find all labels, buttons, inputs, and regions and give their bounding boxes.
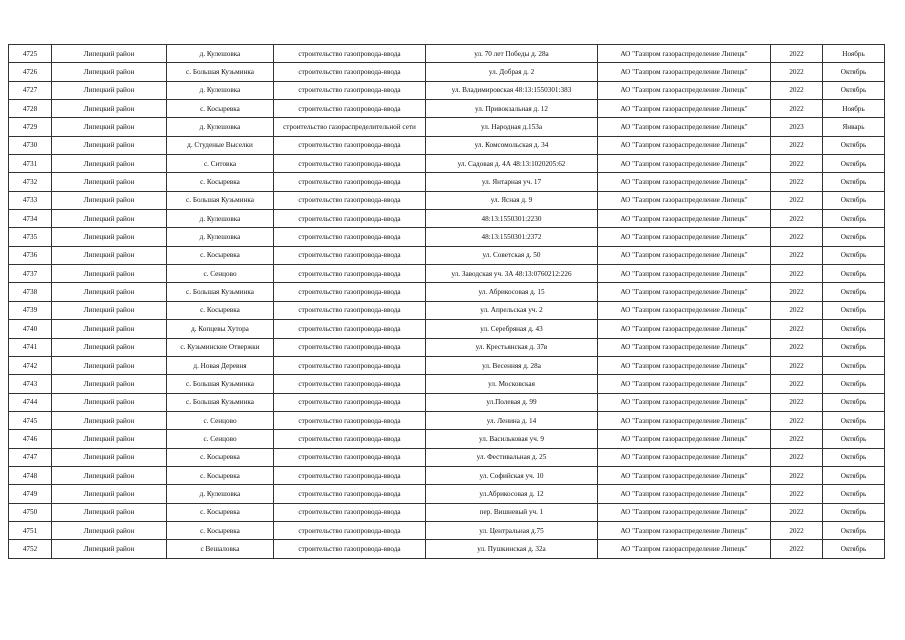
- year-cell: 2022: [771, 63, 823, 81]
- address-cell: ул.Полевая д. 99: [426, 393, 598, 411]
- organization-cell: АО "Газпром газораспределение Липецк": [598, 466, 771, 484]
- year-cell: 2022: [771, 283, 823, 301]
- work-type-cell: строительство газопровода-ввода: [274, 448, 426, 466]
- row-number-cell: 4744: [9, 393, 52, 411]
- row-number-cell: 4727: [9, 81, 52, 99]
- locality-cell: д. Кулешовка: [167, 228, 274, 246]
- work-type-cell: строительство газопровода-ввода: [274, 540, 426, 558]
- year-cell: 2022: [771, 45, 823, 63]
- district-cell: Липецкий район: [52, 210, 167, 228]
- district-cell: Липецкий район: [52, 100, 167, 118]
- month-cell: Октябрь: [823, 301, 885, 319]
- district-cell: Липецкий район: [52, 63, 167, 81]
- organization-cell: АО "Газпром газораспределение Липецк": [598, 45, 771, 63]
- gas-connection-table: [8, 44, 885, 559]
- locality-cell: д. Кулешовка: [167, 45, 274, 63]
- year-cell: 2022: [771, 173, 823, 191]
- address-cell: ул. Абрикосовая д. 15: [426, 283, 598, 301]
- table-row: [9, 136, 885, 154]
- month-cell: Октябрь: [823, 155, 885, 173]
- table-body: [9, 45, 885, 559]
- district-cell: Липецкий район: [52, 45, 167, 63]
- district-cell: Липецкий район: [52, 228, 167, 246]
- row-number-cell: 4736: [9, 246, 52, 264]
- month-cell: Октябрь: [823, 173, 885, 191]
- district-cell: Липецкий район: [52, 430, 167, 448]
- month-cell: Октябрь: [823, 356, 885, 374]
- year-cell: 2022: [771, 411, 823, 429]
- table-row: [9, 356, 885, 374]
- month-cell: Октябрь: [823, 540, 885, 558]
- address-cell: ул. Московская: [426, 375, 598, 393]
- locality-cell: с. Косыревка: [167, 503, 274, 521]
- work-type-cell: строительство газопровода-ввода: [274, 191, 426, 209]
- address-cell: ул. Васильковая уч. 9: [426, 430, 598, 448]
- table-row: [9, 540, 885, 558]
- address-cell: ул. Весенняя д. 28а: [426, 356, 598, 374]
- month-cell: Ноябрь: [823, 45, 885, 63]
- locality-cell: с. Косыревка: [167, 173, 274, 191]
- work-type-cell: строительство газопровода-ввода: [274, 81, 426, 99]
- row-number-cell: 4735: [9, 228, 52, 246]
- address-cell: ул. Серебряная д. 43: [426, 320, 598, 338]
- work-type-cell: строительство газопровода-ввода: [274, 466, 426, 484]
- address-cell: ул. Ясная д. 9: [426, 191, 598, 209]
- year-cell: 2022: [771, 521, 823, 539]
- work-type-cell: строительство газопровода-ввода: [274, 265, 426, 283]
- month-cell: Октябрь: [823, 265, 885, 283]
- organization-cell: АО "Газпром газораспределение Липецк": [598, 210, 771, 228]
- district-cell: Липецкий район: [52, 320, 167, 338]
- year-cell: 2022: [771, 448, 823, 466]
- address-cell: ул. Заводская уч. 3А 48:13:0760212:226: [426, 265, 598, 283]
- district-cell: Липецкий район: [52, 448, 167, 466]
- locality-cell: д. Кулешовка: [167, 485, 274, 503]
- year-cell: 2022: [771, 375, 823, 393]
- work-type-cell: строительство газопровода-ввода: [274, 503, 426, 521]
- locality-cell: с. Сенцово: [167, 411, 274, 429]
- month-cell: Октябрь: [823, 338, 885, 356]
- table-row: [9, 173, 885, 191]
- row-number-cell: 4731: [9, 155, 52, 173]
- year-cell: 2022: [771, 265, 823, 283]
- work-type-cell: строительство газопровода-ввода: [274, 521, 426, 539]
- organization-cell: АО "Газпром газораспределение Липецк": [598, 485, 771, 503]
- month-cell: Октябрь: [823, 448, 885, 466]
- locality-cell: с. Косыревка: [167, 466, 274, 484]
- address-cell: ул. Владимировская 48:13:1550301:383: [426, 81, 598, 99]
- address-cell: ул. Добрая д. 2: [426, 63, 598, 81]
- address-cell: ул. Привокзальная д. 12: [426, 100, 598, 118]
- organization-cell: АО "Газпром газораспределение Липецк": [598, 356, 771, 374]
- work-type-cell: строительство газопровода-ввода: [274, 210, 426, 228]
- month-cell: Октябрь: [823, 375, 885, 393]
- table-row: [9, 448, 885, 466]
- month-cell: Январь: [823, 118, 885, 136]
- address-cell: ул. 70 лет Победы д. 28а: [426, 45, 598, 63]
- row-number-cell: 4730: [9, 136, 52, 154]
- locality-cell: д. Студеные Выселки: [167, 136, 274, 154]
- organization-cell: АО "Газпром газораспределение Липецк": [598, 100, 771, 118]
- row-number-cell: 4745: [9, 411, 52, 429]
- table-row: [9, 338, 885, 356]
- year-cell: 2022: [771, 155, 823, 173]
- year-cell: 2022: [771, 430, 823, 448]
- work-type-cell: строительство газопровода-ввода: [274, 393, 426, 411]
- row-number-cell: 4726: [9, 63, 52, 81]
- table-row: [9, 393, 885, 411]
- month-cell: Октябрь: [823, 466, 885, 484]
- address-cell: ул. Центральная д.75: [426, 521, 598, 539]
- table-row: [9, 155, 885, 173]
- organization-cell: АО "Газпром газораспределение Липецк": [598, 338, 771, 356]
- organization-cell: АО "Газпром газораспределение Липецк": [598, 191, 771, 209]
- row-number-cell: 4732: [9, 173, 52, 191]
- work-type-cell: строительство газопровода-ввода: [274, 45, 426, 63]
- table-row: [9, 283, 885, 301]
- table-row: [9, 485, 885, 503]
- district-cell: Липецкий район: [52, 265, 167, 283]
- work-type-cell: строительство газопровода-ввода: [274, 301, 426, 319]
- month-cell: Октябрь: [823, 210, 885, 228]
- address-cell: 48:13:1550301:2230: [426, 210, 598, 228]
- district-cell: Липецкий район: [52, 173, 167, 191]
- row-number-cell: 4740: [9, 320, 52, 338]
- district-cell: Липецкий район: [52, 301, 167, 319]
- table-row: [9, 246, 885, 264]
- locality-cell: с. Ситовка: [167, 155, 274, 173]
- table-row: [9, 81, 885, 99]
- organization-cell: АО "Газпром газораспределение Липецк": [598, 320, 771, 338]
- row-number-cell: 4739: [9, 301, 52, 319]
- organization-cell: АО "Газпром газораспределение Липецк": [598, 430, 771, 448]
- work-type-cell: строительство газопровода-ввода: [274, 375, 426, 393]
- work-type-cell: строительство газопровода-ввода: [274, 228, 426, 246]
- work-type-cell: строительство газораспределительной сети: [274, 118, 426, 136]
- district-cell: Липецкий район: [52, 503, 167, 521]
- address-cell: 48:13:1550301:2372: [426, 228, 598, 246]
- year-cell: 2022: [771, 246, 823, 264]
- row-number-cell: 4751: [9, 521, 52, 539]
- locality-cell: с. Косыревка: [167, 448, 274, 466]
- work-type-cell: строительство газопровода-ввода: [274, 338, 426, 356]
- district-cell: Липецкий район: [52, 540, 167, 558]
- row-number-cell: 4749: [9, 485, 52, 503]
- month-cell: Октябрь: [823, 283, 885, 301]
- district-cell: Липецкий район: [52, 155, 167, 173]
- month-cell: Октябрь: [823, 81, 885, 99]
- row-number-cell: 4734: [9, 210, 52, 228]
- work-type-cell: строительство газопровода-ввода: [274, 155, 426, 173]
- locality-cell: д. Кулешовка: [167, 81, 274, 99]
- document-page: [8, 44, 884, 559]
- organization-cell: АО "Газпром газораспределение Липецк": [598, 173, 771, 191]
- work-type-cell: строительство газопровода-ввода: [274, 430, 426, 448]
- organization-cell: АО "Газпром газораспределение Липецк": [598, 118, 771, 136]
- year-cell: 2022: [771, 191, 823, 209]
- organization-cell: АО "Газпром газораспределение Липецк": [598, 375, 771, 393]
- district-cell: Липецкий район: [52, 411, 167, 429]
- table-row: [9, 100, 885, 118]
- locality-cell: д. Копцевы Хутора: [167, 320, 274, 338]
- organization-cell: АО "Газпром газораспределение Липецк": [598, 411, 771, 429]
- district-cell: Липецкий район: [52, 356, 167, 374]
- locality-cell: с. Косыревка: [167, 301, 274, 319]
- year-cell: 2023: [771, 118, 823, 136]
- table-row: [9, 466, 885, 484]
- month-cell: Октябрь: [823, 485, 885, 503]
- organization-cell: АО "Газпром газораспределение Липецк": [598, 228, 771, 246]
- row-number-cell: 4733: [9, 191, 52, 209]
- address-cell: ул. Апрельская уч. 2: [426, 301, 598, 319]
- locality-cell: с. Косыревка: [167, 100, 274, 118]
- district-cell: Липецкий район: [52, 393, 167, 411]
- month-cell: Октябрь: [823, 63, 885, 81]
- month-cell: Ноябрь: [823, 100, 885, 118]
- address-cell: ул.Абрикосовая д. 12: [426, 485, 598, 503]
- row-number-cell: 4746: [9, 430, 52, 448]
- year-cell: 2022: [771, 466, 823, 484]
- row-number-cell: 4752: [9, 540, 52, 558]
- year-cell: 2022: [771, 485, 823, 503]
- organization-cell: АО "Газпром газораспределение Липецк": [598, 81, 771, 99]
- month-cell: Октябрь: [823, 393, 885, 411]
- year-cell: 2022: [771, 228, 823, 246]
- table-row: [9, 228, 885, 246]
- row-number-cell: 4748: [9, 466, 52, 484]
- year-cell: 2022: [771, 540, 823, 558]
- district-cell: Липецкий район: [52, 466, 167, 484]
- locality-cell: д. Новая Деревня: [167, 356, 274, 374]
- locality-cell: с. Большая Кузьминка: [167, 63, 274, 81]
- row-number-cell: 4725: [9, 45, 52, 63]
- row-number-cell: 4741: [9, 338, 52, 356]
- locality-cell: с. Косыревка: [167, 246, 274, 264]
- work-type-cell: строительство газопровода-ввода: [274, 63, 426, 81]
- address-cell: пер. Вишневый уч. 1: [426, 503, 598, 521]
- work-type-cell: строительство газопровода-ввода: [274, 100, 426, 118]
- table-row: [9, 503, 885, 521]
- organization-cell: АО "Газпром газораспределение Липецк": [598, 521, 771, 539]
- address-cell: ул. Крестьянская д. 37в: [426, 338, 598, 356]
- organization-cell: АО "Газпром газораспределение Липецк": [598, 448, 771, 466]
- address-cell: ул. Комсомольская д. 34: [426, 136, 598, 154]
- year-cell: 2022: [771, 210, 823, 228]
- table-row: [9, 320, 885, 338]
- district-cell: Липецкий район: [52, 521, 167, 539]
- organization-cell: АО "Газпром газораспределение Липецк": [598, 246, 771, 264]
- organization-cell: АО "Газпром газораспределение Липецк": [598, 136, 771, 154]
- table-row: [9, 521, 885, 539]
- year-cell: 2022: [771, 100, 823, 118]
- organization-cell: АО "Газпром газораспределение Липецк": [598, 393, 771, 411]
- locality-cell: с. Сенцово: [167, 265, 274, 283]
- organization-cell: АО "Газпром газораспределение Липецк": [598, 503, 771, 521]
- table-row: [9, 63, 885, 81]
- row-number-cell: 4737: [9, 265, 52, 283]
- month-cell: Октябрь: [823, 430, 885, 448]
- month-cell: Октябрь: [823, 320, 885, 338]
- district-cell: Липецкий район: [52, 136, 167, 154]
- organization-cell: АО "Газпром газораспределение Липецк": [598, 155, 771, 173]
- locality-cell: с. Большая Кузьминка: [167, 283, 274, 301]
- year-cell: 2022: [771, 503, 823, 521]
- month-cell: Октябрь: [823, 503, 885, 521]
- district-cell: Липецкий район: [52, 246, 167, 264]
- row-number-cell: 4728: [9, 100, 52, 118]
- table-row: [9, 118, 885, 136]
- row-number-cell: 4738: [9, 283, 52, 301]
- month-cell: Октябрь: [823, 191, 885, 209]
- row-number-cell: 4750: [9, 503, 52, 521]
- table-row: [9, 191, 885, 209]
- month-cell: Октябрь: [823, 521, 885, 539]
- year-cell: 2022: [771, 338, 823, 356]
- district-cell: Липецкий район: [52, 191, 167, 209]
- month-cell: Октябрь: [823, 246, 885, 264]
- table-row: [9, 301, 885, 319]
- locality-cell: с. Большая Кузьминка: [167, 393, 274, 411]
- address-cell: ул. Софийская уч. 10: [426, 466, 598, 484]
- work-type-cell: строительство газопровода-ввода: [274, 173, 426, 191]
- year-cell: 2022: [771, 81, 823, 99]
- row-number-cell: 4742: [9, 356, 52, 374]
- organization-cell: АО "Газпром газораспределение Липецк": [598, 63, 771, 81]
- year-cell: 2022: [771, 301, 823, 319]
- row-number-cell: 4743: [9, 375, 52, 393]
- year-cell: 2022: [771, 136, 823, 154]
- table-row: [9, 430, 885, 448]
- locality-cell: с. Большая Кузьминка: [167, 375, 274, 393]
- address-cell: ул. Янтарная уч. 17: [426, 173, 598, 191]
- district-cell: Липецкий район: [52, 118, 167, 136]
- locality-cell: с. Сенцово: [167, 430, 274, 448]
- work-type-cell: строительство газопровода-ввода: [274, 246, 426, 264]
- row-number-cell: 4747: [9, 448, 52, 466]
- table-row: [9, 265, 885, 283]
- work-type-cell: строительство газопровода-ввода: [274, 320, 426, 338]
- locality-cell: с. Кузьминские Отвержки: [167, 338, 274, 356]
- work-type-cell: строительство газопровода-ввода: [274, 136, 426, 154]
- organization-cell: АО "Газпром газораспределение Липецк": [598, 283, 771, 301]
- district-cell: Липецкий район: [52, 283, 167, 301]
- table-row: [9, 375, 885, 393]
- organization-cell: АО "Газпром газораспределение Липецк": [598, 540, 771, 558]
- locality-cell: д. Кулешовка: [167, 210, 274, 228]
- table-row: [9, 411, 885, 429]
- work-type-cell: строительство газопровода-ввода: [274, 411, 426, 429]
- address-cell: ул. Фестивальная д. 25: [426, 448, 598, 466]
- year-cell: 2022: [771, 356, 823, 374]
- district-cell: Липецкий район: [52, 485, 167, 503]
- table-row: [9, 210, 885, 228]
- organization-cell: АО "Газпром газораспределение Липецк": [598, 301, 771, 319]
- address-cell: ул. Советская д. 50: [426, 246, 598, 264]
- address-cell: ул. Пушкинская д. 32а: [426, 540, 598, 558]
- work-type-cell: строительство газопровода-ввода: [274, 485, 426, 503]
- organization-cell: АО "Газпром газораспределение Липецк": [598, 265, 771, 283]
- district-cell: Липецкий район: [52, 375, 167, 393]
- table-row: [9, 45, 885, 63]
- address-cell: ул. Ленина д. 14: [426, 411, 598, 429]
- address-cell: ул. Народная д.153а: [426, 118, 598, 136]
- address-cell: ул. Садовая д. 4А 48:13:1020205:62: [426, 155, 598, 173]
- work-type-cell: строительство газопровода-ввода: [274, 356, 426, 374]
- month-cell: Октябрь: [823, 136, 885, 154]
- district-cell: Липецкий район: [52, 338, 167, 356]
- row-number-cell: 4729: [9, 118, 52, 136]
- district-cell: Липецкий район: [52, 81, 167, 99]
- locality-cell: с. Большая Кузьминка: [167, 191, 274, 209]
- month-cell: Октябрь: [823, 411, 885, 429]
- locality-cell: с Вешаловка: [167, 540, 274, 558]
- work-type-cell: строительство газопровода-ввода: [274, 283, 426, 301]
- month-cell: Октябрь: [823, 228, 885, 246]
- locality-cell: д. Кулешовка: [167, 118, 274, 136]
- year-cell: 2022: [771, 320, 823, 338]
- locality-cell: с. Косыревка: [167, 521, 274, 539]
- year-cell: 2022: [771, 393, 823, 411]
